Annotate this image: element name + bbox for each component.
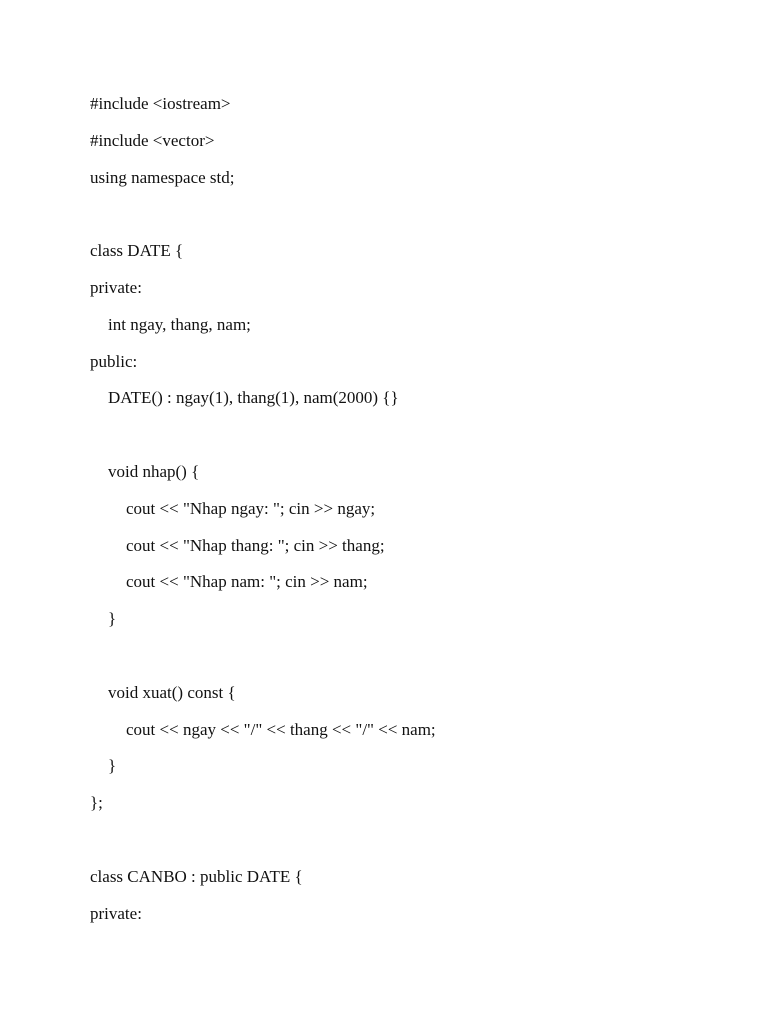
code-line: void nhap() {: [108, 461, 200, 481]
code-line: }: [108, 756, 117, 776]
blank-line: [90, 202, 436, 239]
code-line: cout << "Nhap nam: "; cin >> nam;: [126, 572, 368, 592]
code-line: };: [90, 793, 103, 813]
code-line: int ngay, thang, nam;: [108, 314, 251, 334]
code-line: void xuat() const {: [108, 682, 236, 702]
code-line: public:: [90, 351, 138, 371]
code-line: cout << "Nhap thang: "; cin >> thang;: [126, 535, 385, 555]
code-line: private:: [90, 903, 142, 923]
blank-line: [90, 644, 436, 681]
code-listing: [90, 92, 436, 938]
code-line: #include <vector>: [90, 130, 215, 150]
code-line: }: [108, 609, 117, 629]
code-line: DATE() : ngay(1), thang(1), nam(2000) {}: [108, 388, 399, 408]
code-line: #include <iostream>: [90, 94, 231, 113]
code-line: using namespace std;: [90, 167, 235, 187]
blank-line: [90, 828, 436, 865]
code-line: private:: [90, 277, 142, 297]
code-line: class CANBO : public DATE {: [90, 866, 303, 886]
code-line: class DATE {: [90, 241, 184, 261]
code-line: cout << "Nhap ngay: "; cin >> ngay;: [126, 498, 376, 518]
blank-line: [90, 423, 436, 460]
code-line: cout << ngay << "/" << thang << "/" << nam;: [126, 719, 436, 739]
